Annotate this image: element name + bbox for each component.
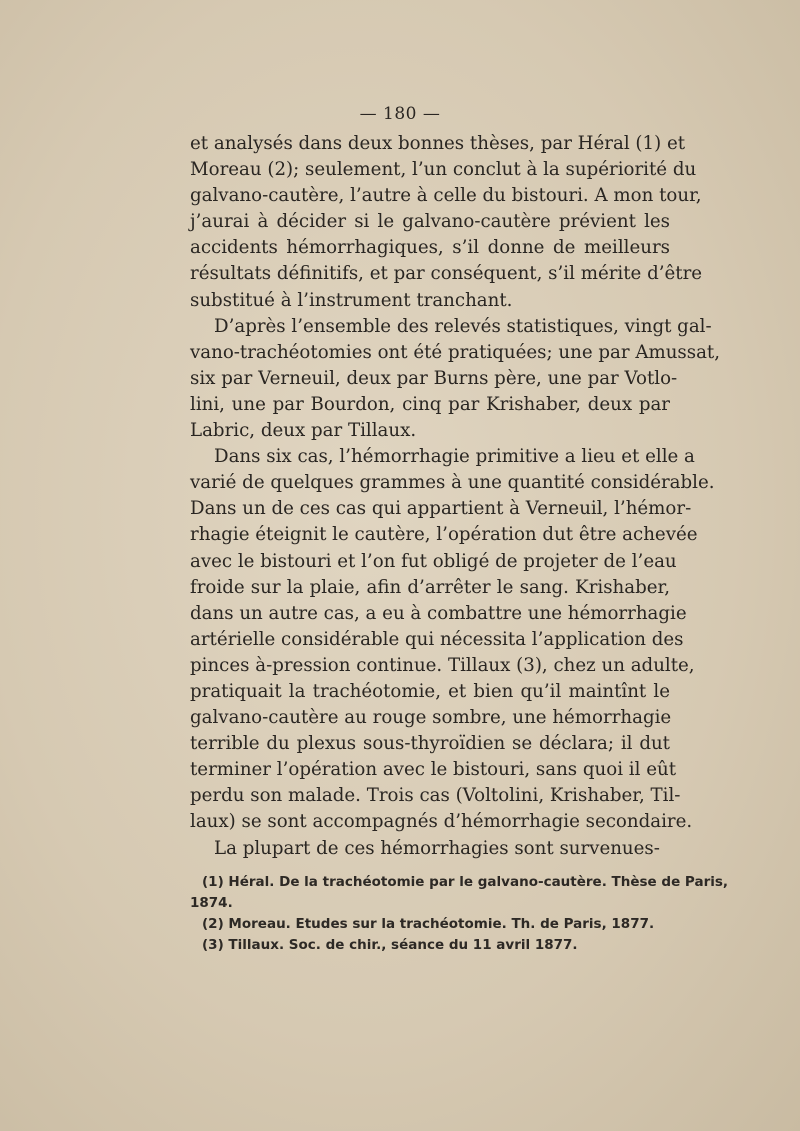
body-line: six par Verneuil, deux par Burns père, une par Votlo- <box>190 367 678 389</box>
body-line: Dans six cas, l’hémorrhagie primitive a lieu et elle a <box>214 446 695 468</box>
body-line: avec le bistouri et l’on fut obligé de projeter de l’eau <box>190 550 677 572</box>
body-line: Labric, deux par Tillaux. <box>190 420 417 442</box>
body-line: varié de quelques grammes à une quantité considérable. <box>190 472 715 494</box>
footnote-line: (3) Tillaux. Soc. de chir., séance du 11 avril 1877. <box>202 937 578 953</box>
body-line: lini, une par Bourdon, cinq par Krishaber, deux par <box>190 393 670 415</box>
body-line: Moreau (2); seulement, l’un conclut à la supériorité du <box>190 159 697 181</box>
body-line: accidents hémorrhagiques, s’il donne de meilleurs <box>190 237 670 259</box>
body-text <box>190 131 721 862</box>
footnote-line: (1) Héral. De la trachéotomie par le galvano-cautère. Thèse de Paris, <box>202 874 729 890</box>
body-line: pratiquait la trachéotomie, et bien qu’il maintînt le <box>190 680 670 702</box>
body-line: terminer l’opération avec le bistouri, sans quoi il eût <box>190 759 677 781</box>
page-number: — 180 — <box>359 104 441 124</box>
body-line: substitué à l’instrument tranchant. <box>190 289 513 311</box>
body-line: artérielle considérable qui nécessita l’application des <box>190 628 684 650</box>
body-line: j’aurai à décider si le galvano-cautère prévient les <box>190 211 670 233</box>
footnotes <box>190 872 729 956</box>
body-line: galvano-cautère, l’autre à celle du bistouri. A mon tour, <box>190 185 702 207</box>
body-line: dans un autre cas, a eu à combattre une hémorrhagie <box>190 602 687 624</box>
body-line: vano-trachéotomies ont été pratiquées; une par Amussat, <box>190 341 721 363</box>
footnote-line: (2) Moreau. Etudes sur la trachéotomie. Th. de Paris, 1877. <box>202 916 655 932</box>
body-line: D’après l’ensemble des relevés statistiques, vingt gal- <box>214 315 712 337</box>
body-line: résultats définitifs, et par conséquent, s’il mérite d’être <box>190 263 703 285</box>
body-line: laux) se sont accompagnés d’hémorrhagie secondaire. <box>190 811 693 833</box>
body-line: froide sur la plaie, afin d’arrêter le sang. Krishaber, <box>190 576 670 598</box>
body-line: galvano-cautère au rouge sombre, une hémorrhagie <box>190 707 672 729</box>
body-line: Dans un de ces cas qui appartient à Verneuil, l’hémor- <box>190 498 692 520</box>
body-line: et analysés dans deux bonnes thèses, par Héral (1) et <box>190 133 686 154</box>
footnote-line: 1874. <box>190 895 233 911</box>
body-line: rhagie éteignit le cautère, l’opération dut être achevée <box>190 524 698 546</box>
body-line: perdu son malade. Trois cas (Voltolini, Krishaber, Til- <box>190 785 681 807</box>
body-line: pinces à-pression continue. Tillaux (3), chez un adulte, <box>190 654 695 676</box>
body-line: La plupart de ces hémorrhagies sont survenues- <box>214 837 660 859</box>
body-line: terrible du plexus sous-thyroïdien se déclara; il dut <box>190 733 670 755</box>
